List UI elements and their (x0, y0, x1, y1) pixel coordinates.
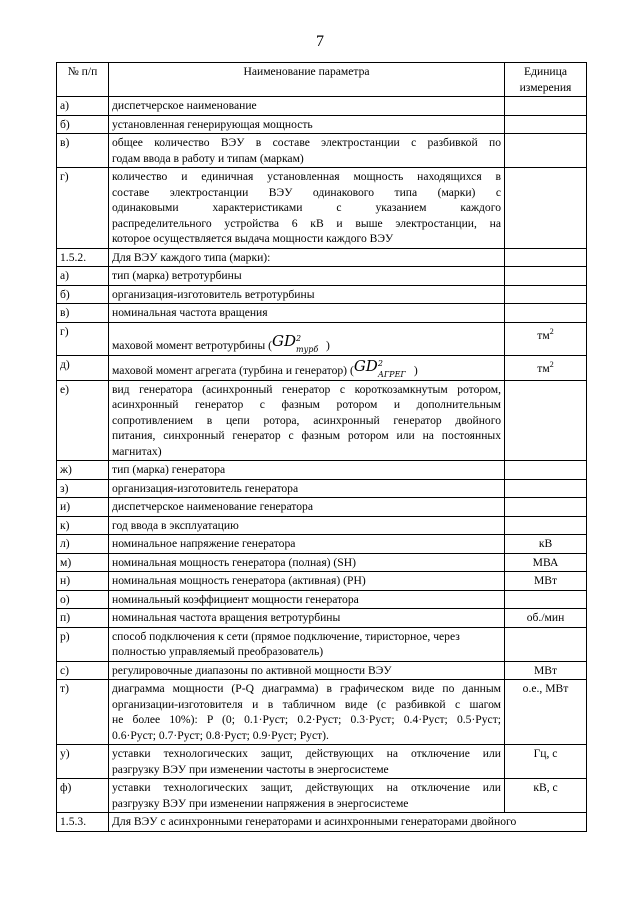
gd-formula (271, 332, 326, 354)
table-row (57, 134, 587, 168)
row-name: диспетчерское наименование (109, 97, 505, 116)
row-name: номинальное напряжение генератора (109, 535, 505, 554)
gd-base: GD (353, 357, 378, 375)
row-name (109, 168, 505, 249)
row-name (109, 134, 505, 168)
header-unit-line1: Единица (524, 65, 567, 78)
table-row (57, 661, 587, 680)
row-name-line: распределительного устройства 6 кВ и выше электростанции, на (112, 216, 501, 230)
row-num: и) (57, 498, 109, 517)
gd-formula (353, 357, 414, 379)
row-num: б) (57, 285, 109, 304)
row-name: установленная генерирующая мощность (109, 115, 505, 134)
row-name: номинальная частота вращения (109, 304, 505, 323)
table-row (57, 168, 587, 249)
table-row (57, 680, 587, 745)
gd-sub: турб (296, 345, 319, 354)
table-row (57, 479, 587, 498)
row-name: номинальная мощность генератора (полная) (SH) (109, 553, 505, 572)
row-num: з) (57, 479, 109, 498)
table-row (57, 553, 587, 572)
row-name-line: вид генератора (асинхронный генератор с короткозамкнутым ротором, (112, 382, 501, 396)
row-num: р) (57, 627, 109, 661)
table-row (57, 609, 587, 628)
table-row (57, 115, 587, 134)
table-header-row (57, 63, 587, 97)
row-unit (505, 498, 587, 517)
row-name-line: составе электростанции ВЭУ одинакового типа (марки) с (112, 185, 501, 199)
row-name-line: которое осуществляется выдача мощности каждого ВЭУ (112, 232, 394, 245)
table-row (57, 285, 587, 304)
row-name-suffix: ) (413, 364, 418, 377)
row-num: к) (57, 516, 109, 535)
row-name: организация-изготовитель генератора (109, 479, 505, 498)
row-name-line: организации-изготовителя и в табличном виде (с разбивкой с шагом (112, 697, 501, 711)
table-row (57, 516, 587, 535)
table-row (57, 267, 587, 286)
row-unit (505, 285, 587, 304)
header-num: № п/п (57, 63, 109, 97)
page-number: 7 (316, 33, 324, 50)
gd-sup: 2 (377, 359, 383, 368)
row-unit (505, 248, 587, 267)
row-name-line: годам ввода в работу и типам (маркам) (112, 151, 304, 165)
section-row (57, 813, 587, 832)
row-name-line: уставки технологических защит, действующих на отключение или (112, 747, 501, 760)
row-num: г) (57, 168, 109, 249)
row-unit: кВ, с (505, 779, 587, 813)
row-num: г) (57, 322, 109, 355)
row-name: номинальная частота вращения ветротурбины (109, 609, 505, 628)
table-row (57, 627, 587, 661)
row-unit: МВт (505, 572, 587, 591)
header-name: Наименование параметра (109, 63, 505, 97)
table-row (57, 97, 587, 116)
row-num: н) (57, 572, 109, 591)
row-name (109, 380, 505, 461)
table-row (57, 498, 587, 517)
row-name-line: общее количество ВЭУ в составе электростанции с разбивкой по (112, 136, 501, 149)
section-name: Для ВЭУ каждого типа (марки): (109, 248, 505, 267)
row-unit: МВА (505, 553, 587, 572)
row-unit (505, 304, 587, 323)
row-name-line: диаграмма мощности (P-Q диаграмма) в графическом виде по данным (112, 682, 501, 695)
gd-sub: АГРЕГ (377, 370, 406, 379)
row-name (109, 680, 505, 745)
row-unit: кВ (505, 535, 587, 554)
gd-sup: 2 (296, 334, 302, 343)
row-name-suffix: ) (326, 339, 330, 352)
row-name (109, 322, 505, 355)
row-name-line: разгрузку ВЭУ при изменении частоты в энергосистеме (112, 762, 389, 776)
row-name-prefix: маховой момент агрегата (турбина и генератор) ( (112, 364, 354, 377)
unit-base: тм (537, 361, 550, 375)
row-unit (505, 590, 587, 609)
row-num: м) (57, 553, 109, 572)
row-unit (505, 322, 587, 355)
row-name (109, 627, 505, 661)
row-num: а) (57, 97, 109, 116)
table-row (57, 572, 587, 591)
row-num: л) (57, 535, 109, 554)
table-row (57, 355, 587, 380)
row-unit (505, 516, 587, 535)
row-name: номинальный коэффициент мощности генератора (109, 590, 505, 609)
row-unit (505, 461, 587, 480)
row-num: а) (57, 267, 109, 286)
row-num: д) (57, 355, 109, 380)
row-unit (505, 115, 587, 134)
row-unit: о.е., МВт (505, 680, 587, 745)
row-num: у) (57, 745, 109, 779)
row-name: организация-изготовитель ветротурбины (109, 285, 505, 304)
row-name-line: уставки технологических защит, действующих на отключение или (112, 781, 501, 794)
gd-base: GD (271, 332, 296, 350)
section-row (57, 248, 587, 267)
row-unit: МВт (505, 661, 587, 680)
table-row (57, 461, 587, 480)
parameters-table (56, 62, 587, 832)
row-name-line: полностью управляемый преобразователь) (112, 645, 324, 658)
row-unit (505, 380, 587, 461)
row-name: тип (марка) генератора (109, 461, 505, 480)
row-num: е) (57, 380, 109, 461)
row-unit (505, 479, 587, 498)
table-row (57, 745, 587, 779)
row-name: тип (марка) ветротурбины (109, 267, 505, 286)
row-name-line: количество и единичная установленная мощность находящихся в (112, 170, 501, 183)
row-unit: Гц, с (505, 745, 587, 779)
header-unit (505, 63, 587, 97)
row-num: с) (57, 661, 109, 680)
table-row (57, 590, 587, 609)
row-unit (505, 134, 587, 168)
row-name (109, 745, 505, 779)
row-num: п) (57, 609, 109, 628)
row-name-line: питания, синхронный генератор с фазным ротором или на постоянных (112, 429, 501, 442)
table-row (57, 535, 587, 554)
row-name-line: 0.6·Руст; 0.7·Руст; 0.8·Руст; 0.9·Руст; Руст). (112, 728, 329, 742)
row-name: номинальная мощность генератора (активная) (PH) (109, 572, 505, 591)
section-num: 1.5.3. (57, 813, 109, 832)
row-unit (505, 355, 587, 380)
row-name-line: разгрузку ВЭУ при изменении напряжения в энергосистеме (112, 796, 409, 810)
row-unit (505, 97, 587, 116)
table-row (57, 779, 587, 813)
row-name: диспетчерское наименование генератора (109, 498, 505, 517)
row-num: ф) (57, 779, 109, 813)
section-name: Для ВЭУ с асинхронными генераторами и асинхронными генераторами двойного (109, 813, 587, 832)
row-name-line: способ подключения к сети (прямое подключение, тиристорное, через (112, 629, 460, 643)
row-num: о) (57, 590, 109, 609)
unit-sup: 2 (549, 359, 554, 369)
row-unit (505, 627, 587, 661)
row-name-line: асинхронный генератор с фазным ротором и дополнительным (112, 398, 501, 411)
row-num: в) (57, 304, 109, 323)
row-name-line: не более 10%): P (0; 0.1·Руст; 0.2·Руст; 0.3·Руст; 0.4·Руст; 0.5·Руст; (112, 713, 501, 726)
row-unit (505, 168, 587, 249)
row-name: год ввода в эксплуатацию (109, 516, 505, 535)
header-unit-line2: измерения (519, 80, 572, 94)
unit-sup: 2 (549, 326, 554, 336)
row-unit: об./мин (505, 609, 587, 628)
row-name-line: магнитах) (112, 444, 162, 458)
row-num: в) (57, 134, 109, 168)
row-name (109, 779, 505, 813)
table-row (57, 304, 587, 323)
unit-base: тм (537, 328, 550, 342)
table-row (57, 380, 587, 461)
row-name-prefix: маховой момент ветротурбины ( (112, 339, 272, 352)
section-num: 1.5.2. (57, 248, 109, 267)
row-name (109, 355, 505, 380)
row-unit (505, 267, 587, 286)
row-num: ж) (57, 461, 109, 480)
row-num: т) (57, 680, 109, 745)
row-name-line: одинаковыми характеристиками с указанием каждого (112, 201, 501, 214)
table-row (57, 322, 587, 355)
row-name-line: сопротивлением в цепи ротора, асинхронный генератор двойного (112, 413, 501, 427)
row-name: регулировочные диапазоны по активной мощности ВЭУ (109, 661, 505, 680)
row-num: б) (57, 115, 109, 134)
